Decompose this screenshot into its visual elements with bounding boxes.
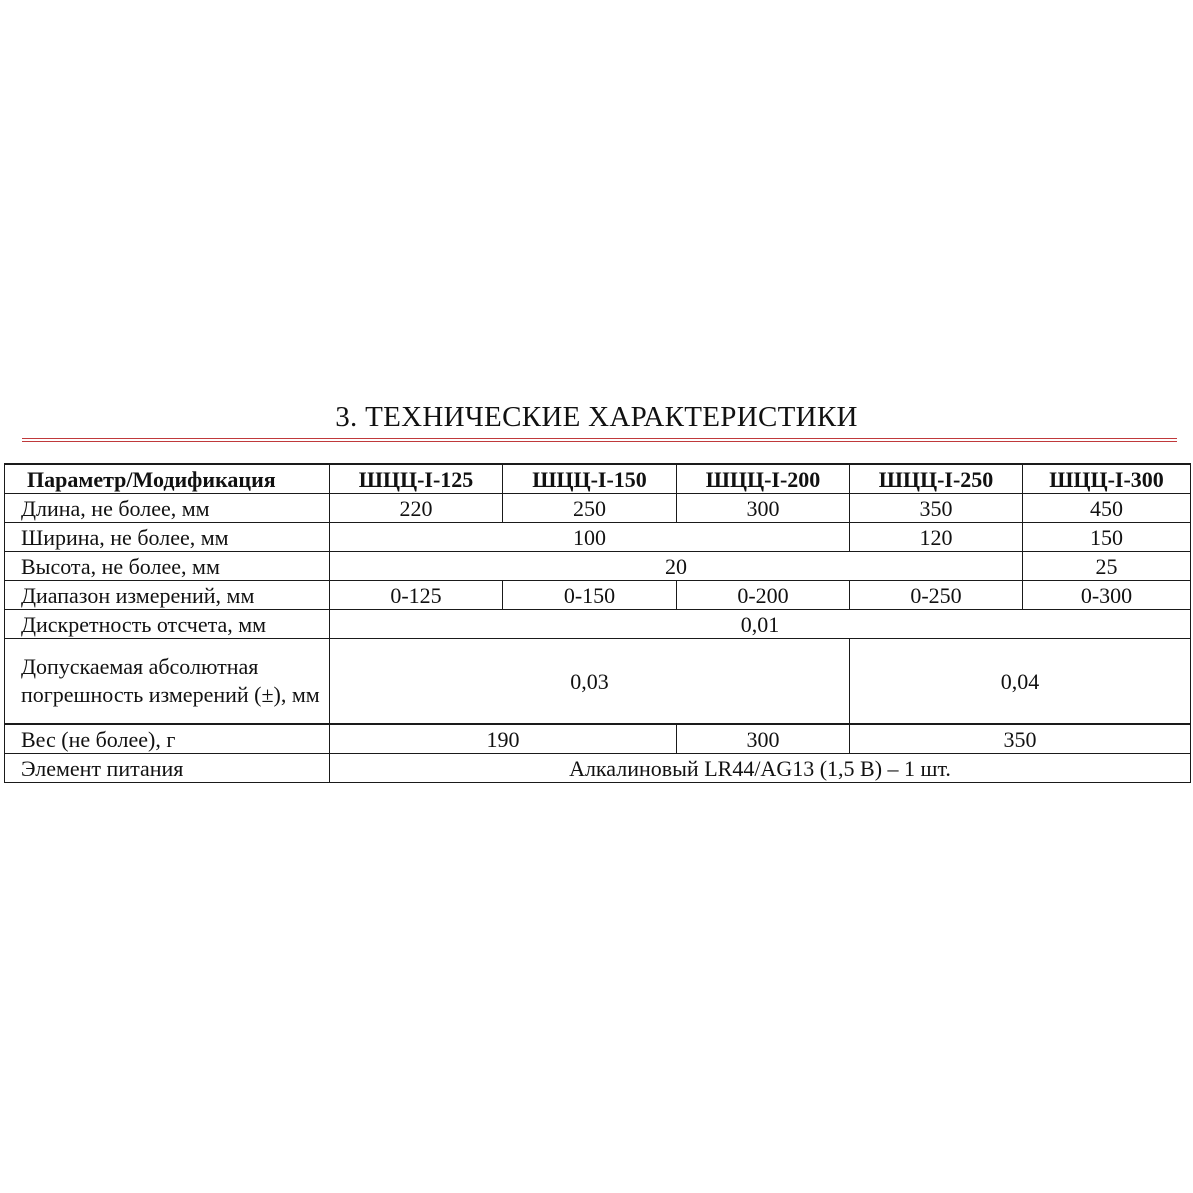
table-cell: 190	[330, 724, 677, 754]
header-param: Параметр/Модификация	[5, 464, 330, 494]
table-cell: 0-300	[1023, 581, 1191, 610]
table-header-row	[5, 464, 1191, 494]
header-model: ШЦЦ-I-250	[850, 464, 1023, 494]
row-label: Диапазон измерений, мм	[5, 581, 330, 610]
section-title: 3. ТЕХНИЧЕСКИЕ ХАРАКТЕРИСТИКИ	[335, 401, 858, 433]
table-row-length	[5, 494, 1191, 523]
table-cell: 450	[1023, 494, 1191, 523]
title-double-rule	[22, 438, 1177, 442]
table-row-error	[5, 639, 1191, 725]
table-cell: 350	[850, 724, 1191, 754]
row-label: Допускаемая абсолютная погрешность измерений (±), мм	[5, 639, 330, 725]
table-cell: 20	[330, 552, 1023, 581]
table-row-range	[5, 581, 1191, 610]
table-cell: 0-250	[850, 581, 1023, 610]
table-cell: 0-150	[503, 581, 677, 610]
header-model: ШЦЦ-I-150	[503, 464, 677, 494]
table-cell: 150	[1023, 523, 1191, 552]
header-model: ШЦЦ-I-200	[677, 464, 850, 494]
table-cell: 25	[1023, 552, 1191, 581]
specifications-table	[4, 463, 1191, 783]
header-model: ШЦЦ-I-125	[330, 464, 503, 494]
table-cell: 120	[850, 523, 1023, 552]
table-cell: 300	[677, 724, 850, 754]
table-row-battery	[5, 754, 1191, 783]
table-cell: 0,01	[330, 610, 1191, 639]
row-label: Дискретность отсчета, мм	[5, 610, 330, 639]
table-cell: 0,04	[850, 639, 1191, 725]
table-cell: 250	[503, 494, 677, 523]
table-cell: 220	[330, 494, 503, 523]
table-cell: 0-200	[677, 581, 850, 610]
header-model: ШЦЦ-I-300	[1023, 464, 1191, 494]
row-label: Элемент питания	[5, 754, 330, 783]
table-row-height	[5, 552, 1191, 581]
table-cell: 0-125	[330, 581, 503, 610]
table-cell: 0,03	[330, 639, 850, 725]
table-cell: Алкалиновый LR44/AG13 (1,5 В) – 1 шт.	[330, 754, 1191, 783]
row-label: Высота, не более, мм	[5, 552, 330, 581]
row-label: Длина, не более, мм	[5, 494, 330, 523]
table-cell: 300	[677, 494, 850, 523]
table-cell: 100	[330, 523, 850, 552]
table-row-resolution	[5, 610, 1191, 639]
row-label: Вес (не более), г	[5, 724, 330, 754]
table-row-weight	[5, 724, 1191, 754]
table-row-width	[5, 523, 1191, 552]
row-label: Ширина, не более, мм	[5, 523, 330, 552]
table-cell: 350	[850, 494, 1023, 523]
